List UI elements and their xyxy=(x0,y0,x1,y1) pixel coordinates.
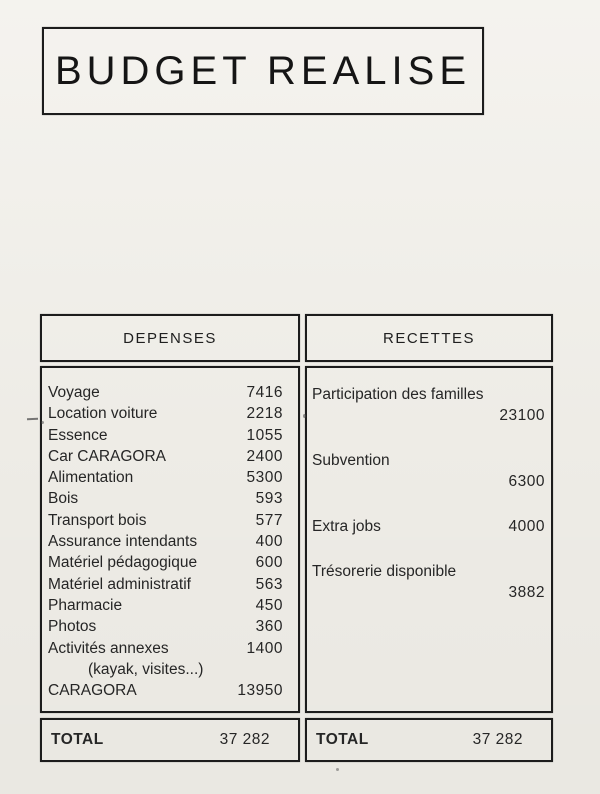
expense-label: Voyage xyxy=(48,384,100,401)
scan-artifact-dot xyxy=(41,421,44,424)
expense-label: Matériel administratif xyxy=(48,575,191,593)
expense-label: Car CARAGORA xyxy=(48,447,166,465)
depenses-total-label: TOTAL xyxy=(51,731,104,748)
expense-label: Pharmacie xyxy=(48,596,123,614)
scan-artifact-dash xyxy=(27,418,38,420)
income-line xyxy=(312,384,545,405)
expense-row xyxy=(48,574,283,595)
income-value: 23100 xyxy=(499,407,545,424)
expense-label: Essence xyxy=(48,426,108,444)
expense-row xyxy=(48,403,283,424)
income-line xyxy=(312,450,545,471)
income-label: Subvention xyxy=(312,452,390,469)
expense-row xyxy=(48,467,283,488)
expense-label: Matériel pédagogique xyxy=(48,554,198,572)
depenses-total-value: 37 282 xyxy=(219,731,270,748)
recettes-column xyxy=(305,314,553,762)
expense-row xyxy=(48,595,283,616)
income-item xyxy=(312,516,545,537)
expense-row xyxy=(48,488,283,509)
depenses-header-label: DEPENSES xyxy=(123,329,217,347)
scan-artifact-dot xyxy=(303,414,306,418)
expense-label: Transport bois xyxy=(48,511,147,529)
expense-value: 577 xyxy=(255,511,283,529)
expense-label: Location voiture xyxy=(48,405,158,423)
expense-value: 5300 xyxy=(246,469,283,487)
expense-row xyxy=(48,552,283,573)
expense-row xyxy=(48,638,283,659)
scan-artifact-dot xyxy=(336,768,339,771)
page-title: BUDGET REALISE xyxy=(54,48,472,93)
recettes-header-label: RECETTES xyxy=(382,329,475,347)
income-value: 4000 xyxy=(508,518,545,535)
recettes-rows xyxy=(312,384,545,603)
income-label: Extra jobs xyxy=(312,518,381,535)
income-value-line xyxy=(312,471,545,492)
recettes-total-box xyxy=(305,718,553,762)
expense-row xyxy=(48,616,283,637)
expense-label: Bois xyxy=(48,490,79,508)
income-label: Trésorerie disponible xyxy=(312,563,457,580)
expense-value: 563 xyxy=(255,575,283,593)
income-item xyxy=(312,561,545,603)
recettes-body xyxy=(305,366,553,713)
expense-row xyxy=(48,446,283,467)
expense-label: Alimentation xyxy=(48,469,134,487)
recettes-header xyxy=(305,314,553,362)
depenses-body xyxy=(40,366,300,713)
income-value: 6300 xyxy=(508,473,545,490)
expense-value: 2400 xyxy=(246,447,283,465)
expense-value: 2218 xyxy=(246,405,283,423)
expense-value: 13950 xyxy=(237,682,283,700)
depenses-header xyxy=(40,314,300,362)
expense-value: 1055 xyxy=(246,426,283,444)
expense-value: 593 xyxy=(255,490,283,508)
expense-value: 600 xyxy=(255,554,283,572)
expense-row xyxy=(48,510,283,531)
expense-value: 1400 xyxy=(246,639,283,657)
expense-value: 450 xyxy=(255,596,283,614)
title-box xyxy=(42,27,484,115)
income-value: 3882 xyxy=(508,584,545,601)
expense-row xyxy=(48,680,283,701)
income-value-line xyxy=(312,405,545,426)
expense-row xyxy=(48,382,283,403)
recettes-total-label: TOTAL xyxy=(316,731,369,748)
income-line xyxy=(312,516,545,537)
depenses-column xyxy=(40,314,300,762)
expense-value: 400 xyxy=(255,533,283,551)
expense-label: CARAGORA xyxy=(48,682,137,700)
expense-value: 7416 xyxy=(246,384,283,401)
income-line xyxy=(312,561,545,582)
expense-label: Assurance intendants xyxy=(48,533,198,551)
income-item xyxy=(312,450,545,492)
expense-label: Activités annexes xyxy=(48,639,169,657)
expense-label: (kayak, visites...) xyxy=(88,660,204,678)
expense-row xyxy=(48,425,283,446)
income-item xyxy=(312,384,545,426)
expense-row xyxy=(48,531,283,552)
recettes-total-value: 37 282 xyxy=(472,731,523,748)
expense-row xyxy=(48,659,283,680)
income-label: Participation des familles xyxy=(312,386,484,403)
depenses-rows xyxy=(48,382,283,701)
expense-value: 360 xyxy=(255,618,283,636)
income-value-line xyxy=(312,582,545,603)
expense-label: Photos xyxy=(48,618,97,636)
depenses-total-box xyxy=(40,718,300,762)
